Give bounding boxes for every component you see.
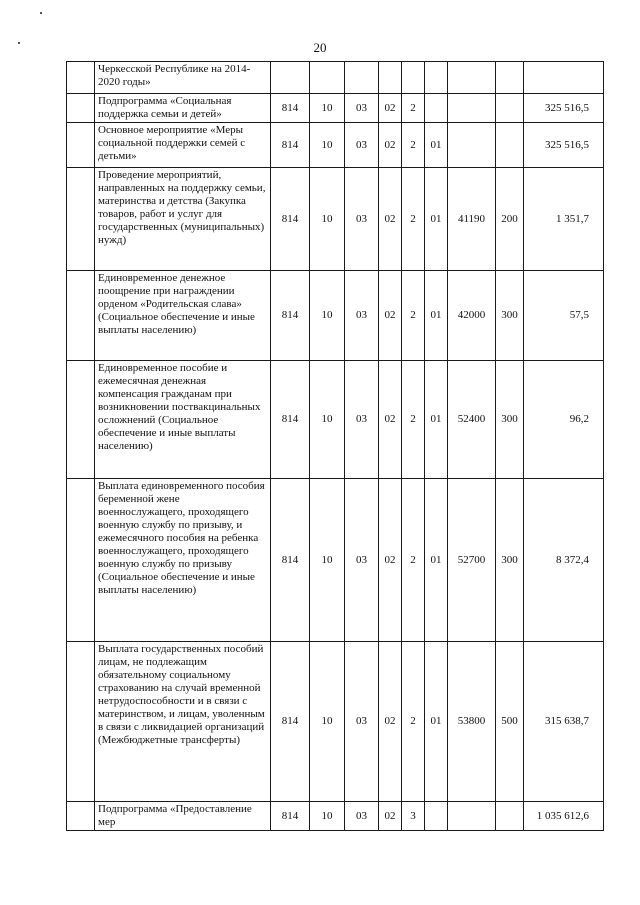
grbs-cell: 814 bbox=[271, 642, 310, 802]
subsection-cell: 03 bbox=[345, 123, 379, 168]
event-cell bbox=[425, 62, 448, 94]
row-number-cell bbox=[67, 642, 95, 802]
subprogram-cell: 2 bbox=[402, 479, 425, 642]
grbs-cell: 814 bbox=[271, 479, 310, 642]
amount-cell: 315 638,7 bbox=[524, 642, 604, 802]
target-article-cell: 52700 bbox=[448, 479, 496, 642]
expense-type-cell: 500 bbox=[496, 642, 524, 802]
row-number-cell bbox=[67, 361, 95, 479]
target-article-cell bbox=[448, 62, 496, 94]
subsection-cell: 03 bbox=[345, 361, 379, 479]
expense-type-cell bbox=[496, 123, 524, 168]
target-article-cell: 42000 bbox=[448, 271, 496, 361]
event-cell bbox=[425, 94, 448, 123]
amount-cell: 96,2 bbox=[524, 361, 604, 479]
section-cell: 10 bbox=[310, 168, 345, 271]
expense-type-cell: 300 bbox=[496, 479, 524, 642]
program-cell: 02 bbox=[379, 94, 402, 123]
event-cell: 01 bbox=[425, 168, 448, 271]
row-number-cell bbox=[67, 802, 95, 831]
subprogram-cell: 2 bbox=[402, 642, 425, 802]
description-cell: Единовременное денежное поощрение при награждении орденом «Родительская слава» (Социальное обеспечение и иные выплаты населению) bbox=[95, 271, 271, 361]
description-cell: Выплата единовременного пособия беременной жене военнослужащего, проходящего военную службу по призыву, и ежемесячного пособия на ребенка военнослужащего, проходящего военную службу по призыву (Социальное обеспечение и иные выплаты населению) bbox=[95, 479, 271, 642]
row-number-cell bbox=[67, 479, 95, 642]
event-cell: 01 bbox=[425, 123, 448, 168]
program-cell: 02 bbox=[379, 271, 402, 361]
section-cell: 10 bbox=[310, 271, 345, 361]
description-cell: Основное мероприятие «Меры социальной поддержки семей с детьми» bbox=[95, 123, 271, 168]
grbs-cell: 814 bbox=[271, 802, 310, 831]
table-row bbox=[67, 361, 604, 479]
subsection-cell: 03 bbox=[345, 94, 379, 123]
expense-type-cell: 300 bbox=[496, 271, 524, 361]
grbs-cell: 814 bbox=[271, 94, 310, 123]
amount-cell: 325 516,5 bbox=[524, 94, 604, 123]
table-row bbox=[67, 642, 604, 802]
target-article-cell: 52400 bbox=[448, 361, 496, 479]
subprogram-cell: 2 bbox=[402, 94, 425, 123]
expense-type-cell bbox=[496, 62, 524, 94]
subprogram-cell: 2 bbox=[402, 123, 425, 168]
subprogram-cell: 2 bbox=[402, 361, 425, 479]
program-cell bbox=[379, 62, 402, 94]
subprogram-cell bbox=[402, 62, 425, 94]
table-row bbox=[67, 479, 604, 642]
amount-cell: 1 035 612,6 bbox=[524, 802, 604, 831]
description-cell: Подпрограмма «Социальная поддержка семьи и детей» bbox=[95, 94, 271, 123]
event-cell: 01 bbox=[425, 479, 448, 642]
section-cell: 10 bbox=[310, 94, 345, 123]
description-cell: Подпрограмма «Предоставление мер bbox=[95, 802, 271, 831]
event-cell: 01 bbox=[425, 361, 448, 479]
program-cell: 02 bbox=[379, 802, 402, 831]
expense-type-cell bbox=[496, 802, 524, 831]
subsection-cell bbox=[345, 62, 379, 94]
subsection-cell: 03 bbox=[345, 168, 379, 271]
table-row bbox=[67, 271, 604, 361]
program-cell: 02 bbox=[379, 642, 402, 802]
table-body bbox=[67, 62, 604, 831]
description-cell: Выплата государственных пособий лицам, не подлежащим обязательному социальному страхованию на случай временной нетрудоспособности и в связи с материнством, и лицам, уволенным в связи с ликвидацией организаций (Межбюджетные трансферты) bbox=[95, 642, 271, 802]
grbs-cell: 814 bbox=[271, 168, 310, 271]
subprogram-cell: 2 bbox=[402, 271, 425, 361]
target-article-cell bbox=[448, 802, 496, 831]
target-article-cell bbox=[448, 123, 496, 168]
section-cell: 10 bbox=[310, 802, 345, 831]
grbs-cell: 814 bbox=[271, 271, 310, 361]
description-cell: Черкесской Республике на 2014-2020 годы» bbox=[95, 62, 271, 94]
amount-cell: 8 372,4 bbox=[524, 479, 604, 642]
section-cell: 10 bbox=[310, 642, 345, 802]
table-row bbox=[67, 802, 604, 831]
table-row bbox=[67, 168, 604, 271]
event-cell: 01 bbox=[425, 642, 448, 802]
program-cell: 02 bbox=[379, 361, 402, 479]
section-cell: 10 bbox=[310, 479, 345, 642]
table-row bbox=[67, 123, 604, 168]
row-number-cell bbox=[67, 168, 95, 271]
program-cell: 02 bbox=[379, 479, 402, 642]
description-cell: Проведение мероприятий, направленных на поддержку семьи, материнства и детства (Закупка товаров, работ и услуг для государственных (муниципальных) нужд) bbox=[95, 168, 271, 271]
row-number-cell bbox=[67, 62, 95, 94]
description-cell: Единовременное пособие и ежемесячная денежная компенсация гражданам при возникновении поствакцинальных осложнений (Социальное обеспечение и иные выплаты населению) bbox=[95, 361, 271, 479]
page-number: 20 bbox=[313, 40, 327, 55]
subsection-cell: 03 bbox=[345, 642, 379, 802]
amount-cell: 325 516,5 bbox=[524, 123, 604, 168]
subsection-cell: 03 bbox=[345, 802, 379, 831]
target-article-cell: 53800 bbox=[448, 642, 496, 802]
amount-cell: 57,5 bbox=[524, 271, 604, 361]
row-number-cell bbox=[67, 123, 95, 168]
subsection-cell: 03 bbox=[345, 271, 379, 361]
subsection-cell: 03 bbox=[345, 479, 379, 642]
expense-type-cell: 300 bbox=[496, 361, 524, 479]
grbs-cell bbox=[271, 62, 310, 94]
subprogram-cell: 2 bbox=[402, 168, 425, 271]
table-row bbox=[67, 94, 604, 123]
grbs-cell: 814 bbox=[271, 123, 310, 168]
subprogram-cell: 3 bbox=[402, 802, 425, 831]
row-number-cell bbox=[67, 94, 95, 123]
grbs-cell: 814 bbox=[271, 361, 310, 479]
section-cell bbox=[310, 62, 345, 94]
event-cell: 01 bbox=[425, 271, 448, 361]
program-cell: 02 bbox=[379, 168, 402, 271]
event-cell bbox=[425, 802, 448, 831]
target-article-cell: 41190 bbox=[448, 168, 496, 271]
expense-type-cell: 200 bbox=[496, 168, 524, 271]
section-cell: 10 bbox=[310, 123, 345, 168]
budget-table bbox=[66, 61, 604, 831]
scan-dot-top-left bbox=[40, 12, 42, 14]
table-row bbox=[67, 62, 604, 94]
row-number-cell bbox=[67, 271, 95, 361]
program-cell: 02 bbox=[379, 123, 402, 168]
expense-type-cell bbox=[496, 94, 524, 123]
amount-cell: 1 351,7 bbox=[524, 168, 604, 271]
amount-cell bbox=[524, 62, 604, 94]
section-cell: 10 bbox=[310, 361, 345, 479]
target-article-cell bbox=[448, 94, 496, 123]
